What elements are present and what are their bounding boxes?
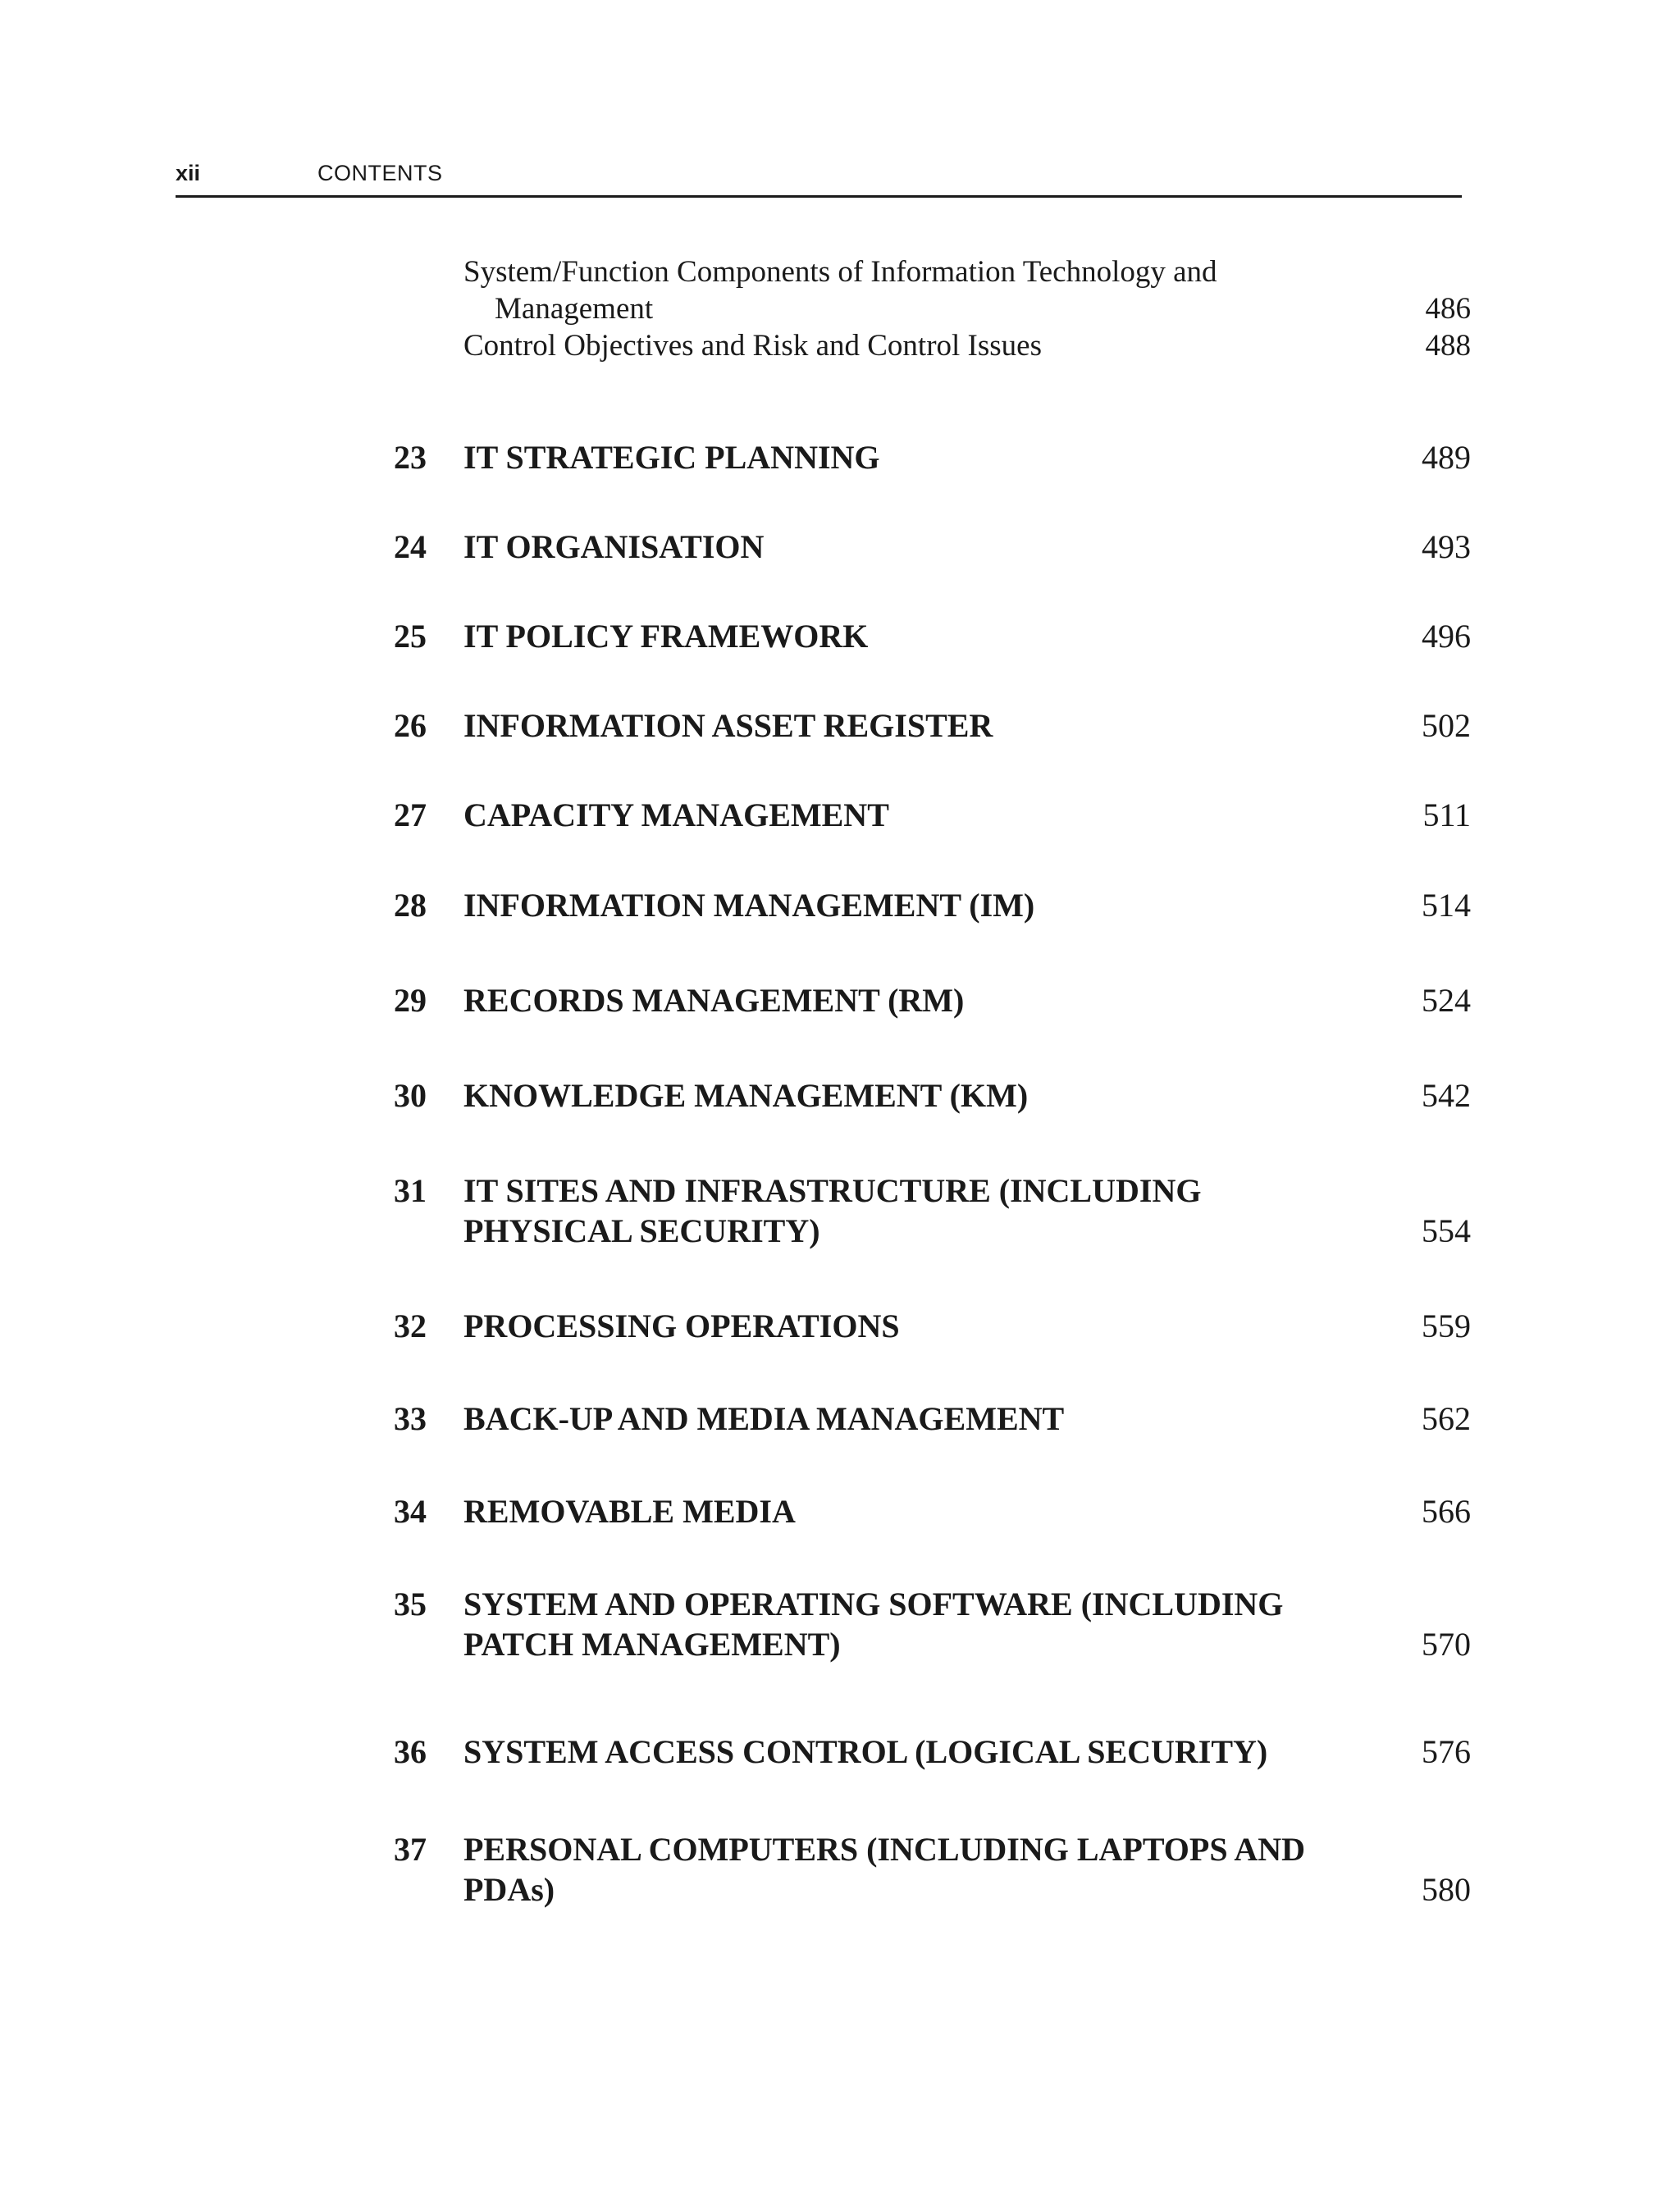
chapter-page-number: 554 bbox=[1422, 1212, 1471, 1249]
chapter-number: 30 bbox=[394, 1077, 427, 1114]
chapter-title: KNOWLEDGE MANAGEMENT (KM) bbox=[463, 1077, 1029, 1114]
chapter-number: 26 bbox=[394, 707, 427, 744]
chapter-page-number: 542 bbox=[1422, 1077, 1471, 1114]
chapter-number: 34 bbox=[394, 1493, 427, 1530]
chapter-title: IT ORGANISATION bbox=[463, 528, 765, 565]
chapter-title-line1: PERSONAL COMPUTERS (INCLUDING LAPTOPS AND bbox=[463, 1831, 1306, 1868]
chapter-page-number: 524 bbox=[1422, 982, 1471, 1019]
chapter-page-number: 493 bbox=[1422, 528, 1471, 565]
chapter-number: 31 bbox=[394, 1172, 427, 1209]
chapter-number: 36 bbox=[394, 1733, 427, 1770]
chapter-page-number: 489 bbox=[1422, 439, 1471, 476]
chapter-number: 37 bbox=[394, 1831, 427, 1868]
chapter-title: REMOVABLE MEDIA bbox=[463, 1493, 796, 1530]
chapter-title bbox=[463, 1584, 1325, 1664]
chapter-number: 32 bbox=[394, 1307, 427, 1344]
chapter-title: SYSTEM ACCESS CONTROL (LOGICAL SECURITY) bbox=[463, 1733, 1268, 1770]
chapter-title-line2: PDAs) bbox=[463, 1871, 555, 1908]
subentry-title-line1: System/Function Components of Information Technology and bbox=[463, 255, 1217, 289]
subentry-page-number: 486 bbox=[1425, 292, 1471, 326]
subentry-title-line2: Management bbox=[495, 292, 654, 326]
subentry-page-number: 488 bbox=[1425, 329, 1471, 363]
chapter-title: IT STRATEGIC PLANNING bbox=[463, 439, 880, 476]
chapter-page-number: 502 bbox=[1422, 707, 1471, 744]
toc-subentry[interactable] bbox=[463, 253, 1471, 327]
chapter-page-number: 559 bbox=[1422, 1307, 1471, 1344]
chapter-page-number: 496 bbox=[1422, 618, 1471, 655]
chapter-title: INFORMATION MANAGEMENT (IM) bbox=[463, 887, 1035, 924]
chapter-title bbox=[463, 1829, 1325, 1910]
chapter-page-number: 562 bbox=[1422, 1400, 1471, 1437]
chapter-page-number: 570 bbox=[1422, 1626, 1471, 1663]
chapter-title: CAPACITY MANAGEMENT bbox=[463, 796, 889, 833]
chapter-number: 29 bbox=[394, 982, 427, 1019]
page-header bbox=[176, 161, 1462, 198]
chapter-number: 27 bbox=[394, 796, 427, 833]
chapter-number: 28 bbox=[394, 887, 427, 924]
chapter-title-line2: PATCH MANAGEMENT) bbox=[463, 1626, 841, 1663]
chapter-title-line1: IT SITES AND INFRASTRUCTURE (INCLUDING bbox=[463, 1172, 1202, 1209]
chapter-title: BACK-UP AND MEDIA MANAGEMENT bbox=[463, 1400, 1065, 1437]
chapter-number: 25 bbox=[394, 618, 427, 655]
chapter-title: PROCESSING OPERATIONS bbox=[463, 1307, 900, 1344]
running-head: CONTENTS bbox=[317, 161, 443, 185]
subentry-title: Control Objectives and Risk and Control Issues bbox=[463, 329, 1042, 363]
chapter-page-number: 514 bbox=[1422, 887, 1471, 924]
chapter-title-line1: SYSTEM AND OPERATING SOFTWARE (INCLUDING bbox=[463, 1586, 1284, 1622]
chapter-page-number: 566 bbox=[1422, 1493, 1471, 1530]
chapter-title: IT POLICY FRAMEWORK bbox=[463, 618, 869, 655]
chapter-number: 35 bbox=[394, 1586, 427, 1622]
toc-subentry[interactable] bbox=[463, 327, 1471, 364]
chapter-page-number: 580 bbox=[1422, 1871, 1471, 1908]
chapter-title: INFORMATION ASSET REGISTER bbox=[463, 707, 993, 744]
chapter-title: RECORDS MANAGEMENT (RM) bbox=[463, 982, 965, 1019]
chapter-title bbox=[463, 1171, 1325, 1251]
chapter-page-number: 576 bbox=[1422, 1733, 1471, 1770]
chapter-number: 24 bbox=[394, 528, 427, 565]
chapter-number: 23 bbox=[394, 439, 427, 476]
chapter-page-number: 511 bbox=[1422, 796, 1471, 833]
chapter-number: 33 bbox=[394, 1400, 427, 1437]
chapter-title-line2: PHYSICAL SECURITY) bbox=[463, 1212, 820, 1249]
page-number: xii bbox=[176, 161, 201, 185]
